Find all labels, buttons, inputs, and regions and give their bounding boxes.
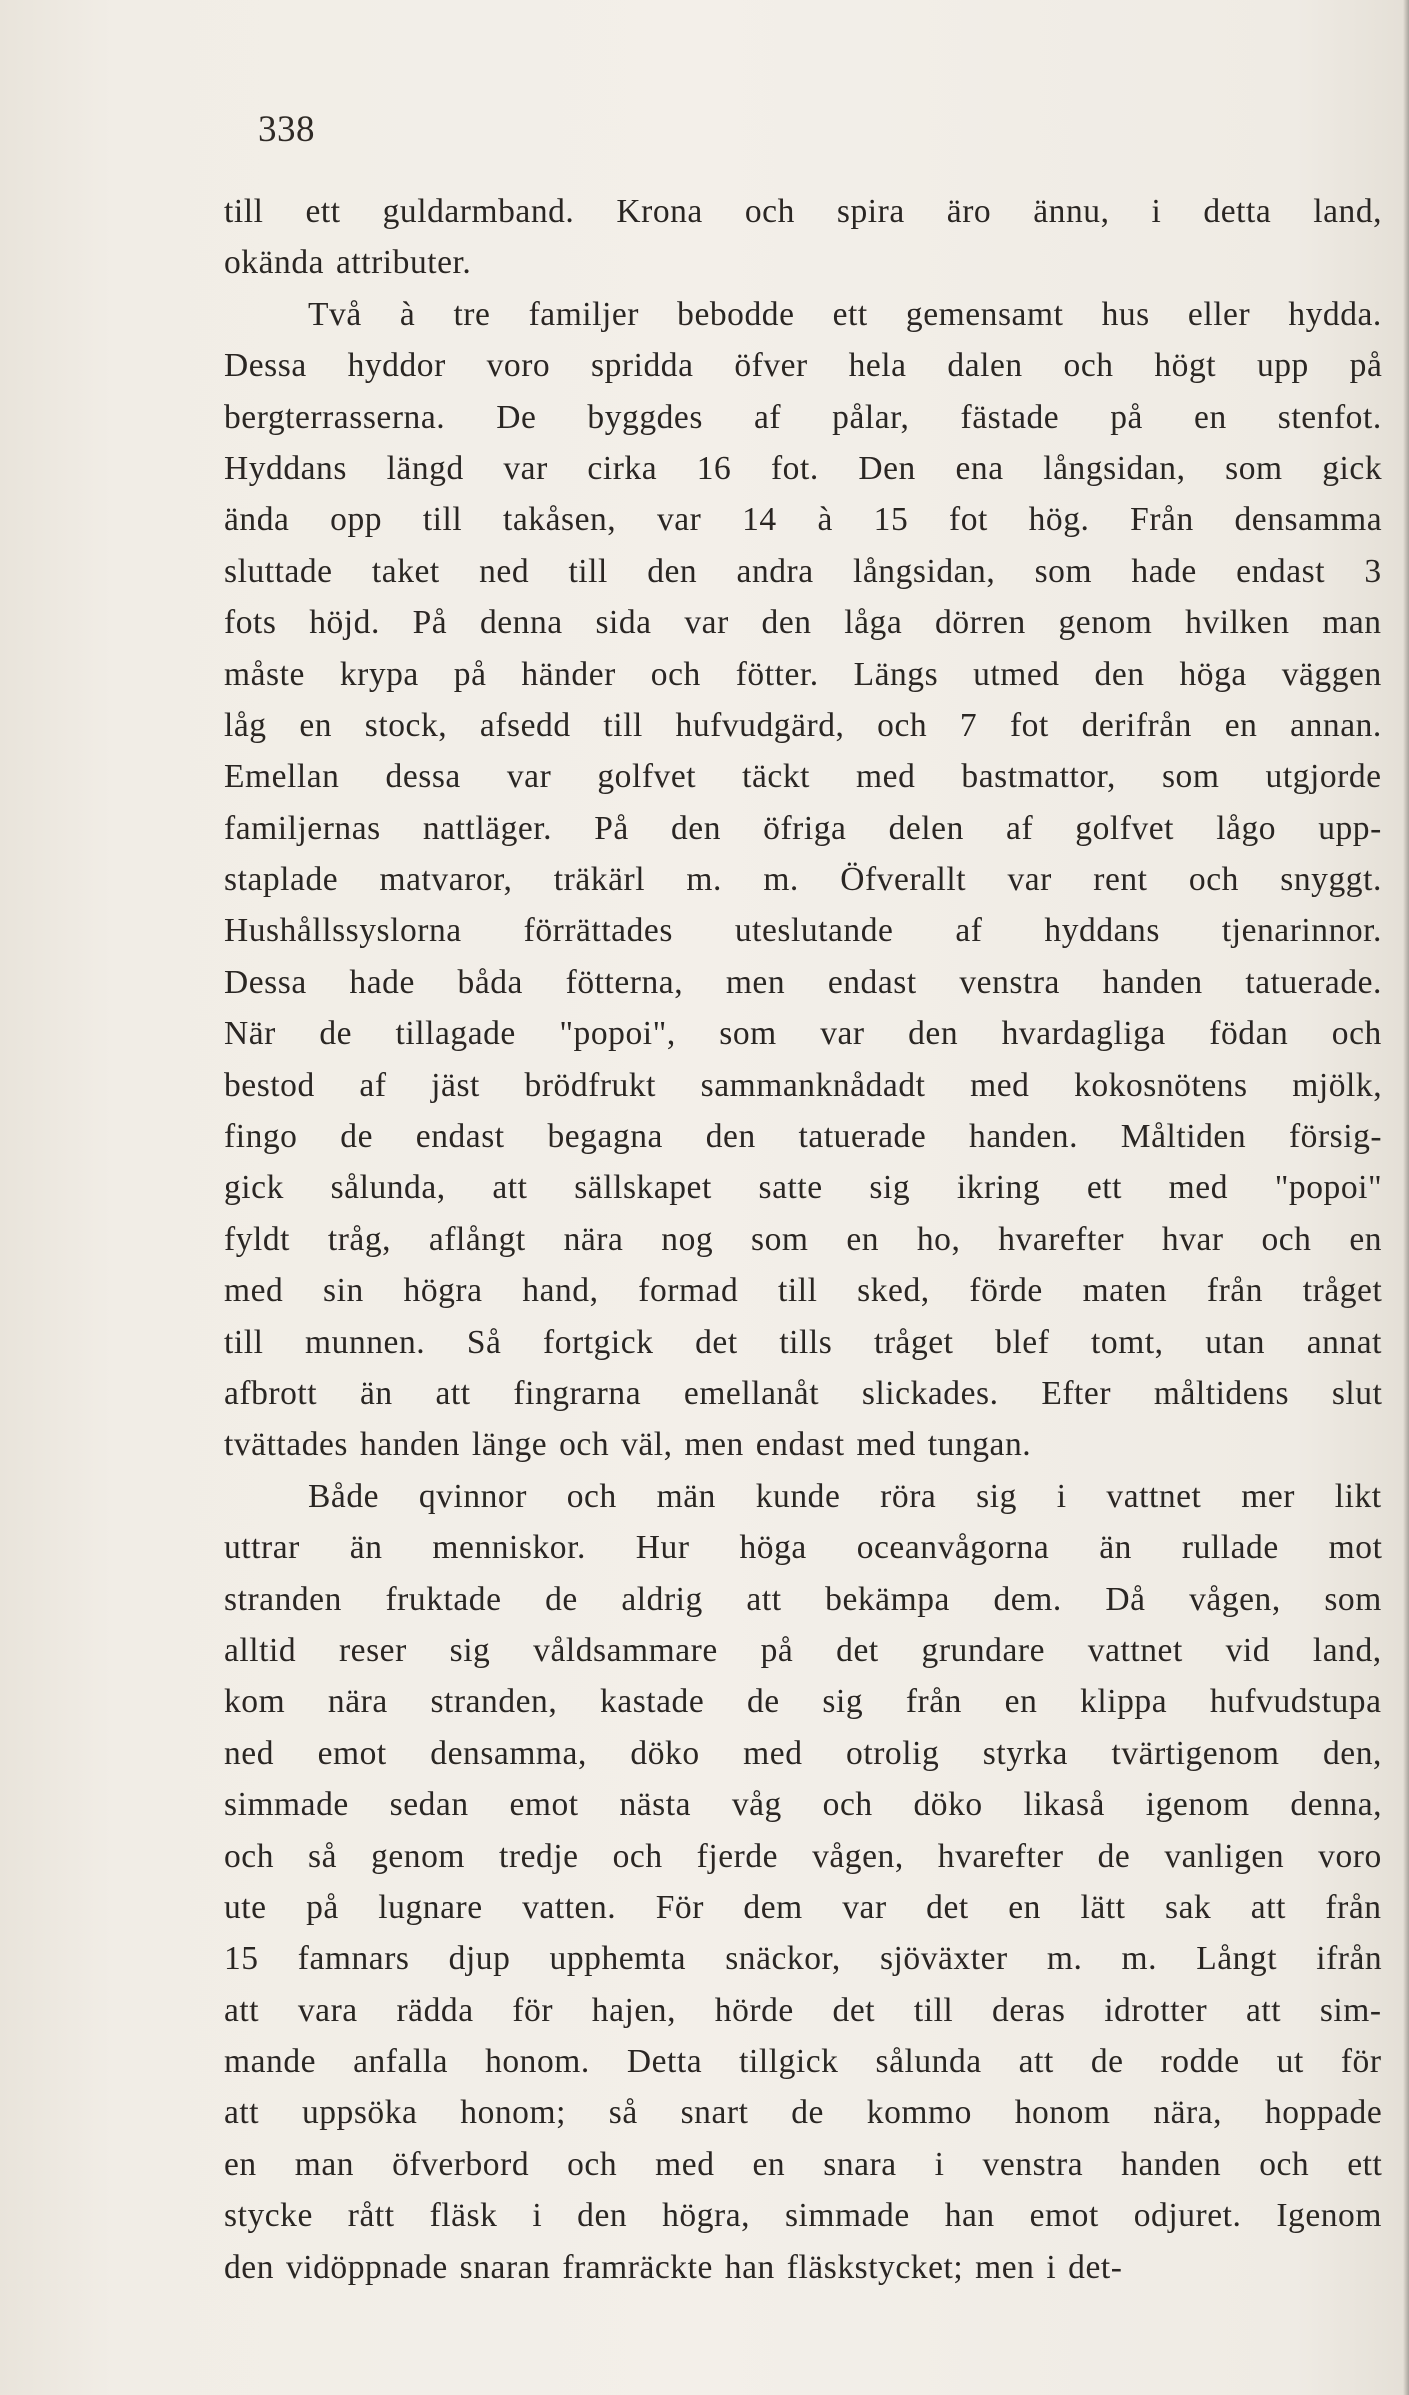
text-line: till munnen. Så fortgick det tills tråget blef tomt, utan annat xyxy=(224,1323,1383,1361)
text-line: bestod af jäst brödfrukt sammanknådadt med kokosnötens mjölk, xyxy=(224,1066,1383,1104)
text-line: fyldt tråg, aflångt nära nog som en ho, hvarefter hvar och en xyxy=(224,1220,1383,1258)
text-line: stranden fruktade de aldrig att bekämpa dem. Då vågen, som xyxy=(224,1580,1382,1618)
text-line: bergterrasserna. De byggdes af pålar, fästade på en stenfot. xyxy=(224,398,1382,436)
text-line: gick sålunda, att sällskapet satte sig ikring ett med "popoi" xyxy=(224,1169,1383,1207)
text-line: Dessa hade båda fötterna, men endast venstra handen tatuerade. xyxy=(224,963,1382,1001)
text-line: kom nära stranden, kastade de sig från en klippa hufvudstupa xyxy=(224,1683,1382,1721)
text-line: att vara rädda för hajen, hörde det till deras idrotter att sim- xyxy=(224,1991,1382,2029)
text-line: uttrar än menniskor. Hur höga oceanvågorna än rullade mot xyxy=(224,1529,1383,1567)
text-line: simmade sedan emot nästa våg och döko likaså igenom denna, xyxy=(224,1786,1383,1824)
text-line: Emellan dessa var golfvet täckt med bastmattor, som utgjorde xyxy=(224,758,1382,796)
text-line: När de tillagade "popoi", som var den hvardagliga födan och xyxy=(224,1015,1382,1053)
text-line: Dessa hyddor voro spridda öfver hela dalen och högt upp på xyxy=(224,347,1383,385)
text-line: okända attributer. xyxy=(224,244,472,282)
text-line: ända opp till takåsen, var 14 à 15 fot hög. Från densamma xyxy=(224,501,1383,539)
text-line: ned emot densamma, döko med otrolig styrka tvärtigenom den, xyxy=(224,1734,1382,1772)
text-line: tvättades handen länge och väl, men endast med tungan. xyxy=(224,1426,1032,1464)
text-line: låg en stock, afsedd till hufvudgärd, och 7 fot derifrån en annan. xyxy=(224,706,1382,744)
text-line: 15 famnars djup upphemta snäckor, sjöväxter m. m. Långt ifrån xyxy=(224,1940,1383,1978)
text-line: en man öfverbord och med en snara i venstra handen och ett xyxy=(224,2145,1383,2183)
text-line: att uppsöka honom; så snart de kommo honom nära, hoppade xyxy=(224,2094,1383,2132)
text-line: måste krypa på händer och fötter. Längs utmed den höga väggen xyxy=(224,655,1382,693)
text-line: ute på lugnare vatten. För dem var det en lätt sak att från xyxy=(224,1888,1382,1926)
text-line: fingo de endast begagna den tatuerade handen. Måltiden försig- xyxy=(224,1118,1383,1156)
text-line: den vidöppnade snaran framräckte han fläskstycket; men i det- xyxy=(224,2248,1123,2286)
text-line: Hyddans längd var cirka 16 fot. Den ena långsidan, som gick xyxy=(224,449,1383,487)
text-line: Hushållssyslorna förrättades uteslutande af hyddans tjenarinnor. xyxy=(224,912,1382,950)
text-line: och så genom tredje och fjerde vågen, hvarefter de vanligen voro xyxy=(224,1837,1382,1875)
text-line: Både qvinnor och män kunde röra sig i vattnet mer likt xyxy=(308,1477,1382,1515)
text-line: med sin högra hand, formad till sked, förde maten från tråget xyxy=(224,1272,1383,1310)
text-line: staplade matvaror, träkärl m. m. Öfverallt var rent och snyggt. xyxy=(224,861,1382,899)
text-line: till ett guldarmband. Krona och spira äro ännu, i detta land, xyxy=(224,193,1383,230)
text-line: afbrott än att fingrarna emellanåt slickades. Efter måltidens slut xyxy=(224,1374,1383,1412)
text-line: familjernas nattläger. På den öfriga delen af golfvet lågo upp- xyxy=(224,809,1382,847)
page-edge-shadow xyxy=(1403,0,1409,2395)
text-line: sluttade taket ned till den andra långsidan, som hade endast 3 xyxy=(224,552,1382,590)
body-text xyxy=(224,186,1399,2293)
page-number: 338 xyxy=(258,109,315,150)
text-line: alltid reser sig våldsammare på det grundare vattnet vid land, xyxy=(224,1631,1382,1669)
text-line: fots höjd. På denna sida var den låga dörren genom hvilken man xyxy=(224,604,1382,642)
text-line: Två à tre familjer bebodde ett gemensamt hus eller hydda. xyxy=(308,295,1382,333)
text-line: mande anfalla honom. Detta tillgick sålunda att de rodde ut för xyxy=(224,2043,1382,2081)
text-line: stycke rått fläsk i den högra, simmade han emot odjuret. Igenom xyxy=(224,2197,1382,2235)
